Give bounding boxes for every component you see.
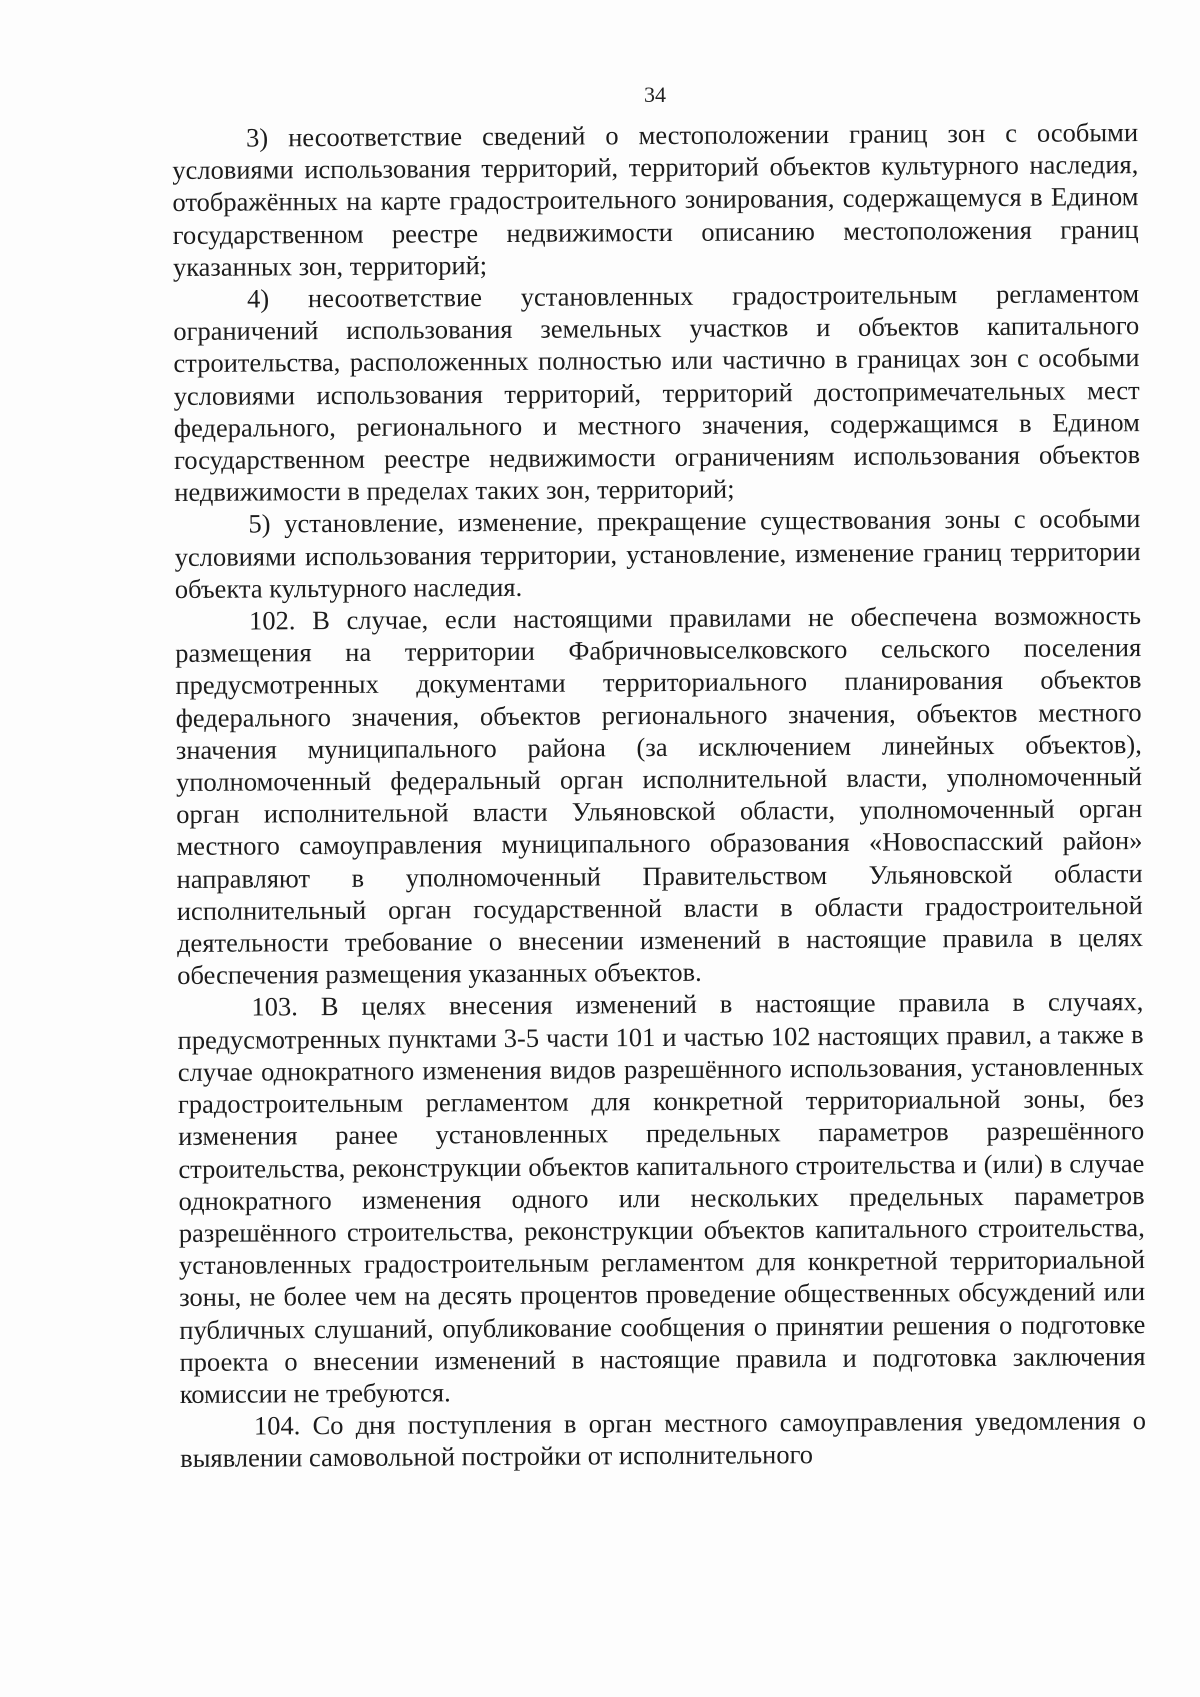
document-body: [172, 116, 1146, 1474]
paragraph-item-5: 5) установление, изменение, прекращение существования зоны с особыми условиями использования территории, установление, изменение границ территории объекта культурного наследия.: [174, 503, 1141, 604]
paragraph-104: 104. Со дня поступления в орган местного самоуправления уведомления о выявлении самовольной постройки от исполнительного: [180, 1405, 1147, 1474]
paragraph-item-4: 4) несоответствие установленных градостроительным регламентом ограничений использования земельных участков и объектов капитального строительства, расположенных полностью или частично в границах зон с особыми условиями использования территорий, территорий достопримечательных мест федерального, регионального и местного значения, содержащимся в Едином государственном реестре недвижимости ограничениям использования объектов недвижимости в пределах таких зон, территорий;: [173, 278, 1141, 508]
page-number: 34: [644, 82, 666, 107]
paragraph-102: 102. В случае, если настоящими правилами не обеспечена возможность размещения на территории Фабричновыселковского сельского поселения предусмотренных документами территориального планирования объектов федерального значения, объектов регионального значения, объектов местного значения муниципального района (за исключением линейных объектов), уполномоченный федеральный орган исполнительной власти, уполномоченный орган исполнительной власти Ульяновской области, уполномоченный орган местного самоуправления муниципального образования «Новоспасский район» направляют в уполномоченный Правительством Ульяновской области исполнительный орган государственной власти в области градостроительной деятельности требование о внесении изменений в настоящие правила в целях обеспечения размещения указанных объектов.: [175, 600, 1144, 991]
paragraph-103: 103. В целях внесения изменений в настоящие правила в случаях, предусмотренных пунктами 3-5 части 101 и частью 102 настоящих правил, а также в случае однократного изменения видов разрешённого использования, установленных градостроительным регламентом для конкретной территориальной зоны, без изменения ранее установленных предельных параметров разрешённого строительства, реконструкции объектов капитального строительства и (или) в случае однократного изменения одного или нескольких предельных параметров разрешённого строительства, реконструкции объектов капитального строительства, установленных градостроительным регламентом для конкретной территориальной зоны, не более чем на десять процентов проведение общественных обсуждений или публичных слушаний, опубликование сообщения о принятии решения о подготовке проекта о внесении изменений в настоящие правила и подготовка заключения комиссии не требуются.: [177, 986, 1146, 1409]
paragraph-item-3: 3) несоответствие сведений о местоположении границ зон с особыми условиями использования территорий, территорий объектов культурного наследия, отображённых на карте градостроительного зонирования, содержащемуся в Едином государственном реестре недвижимости описанию местоположения границ указанных зон, территорий;: [172, 117, 1139, 282]
